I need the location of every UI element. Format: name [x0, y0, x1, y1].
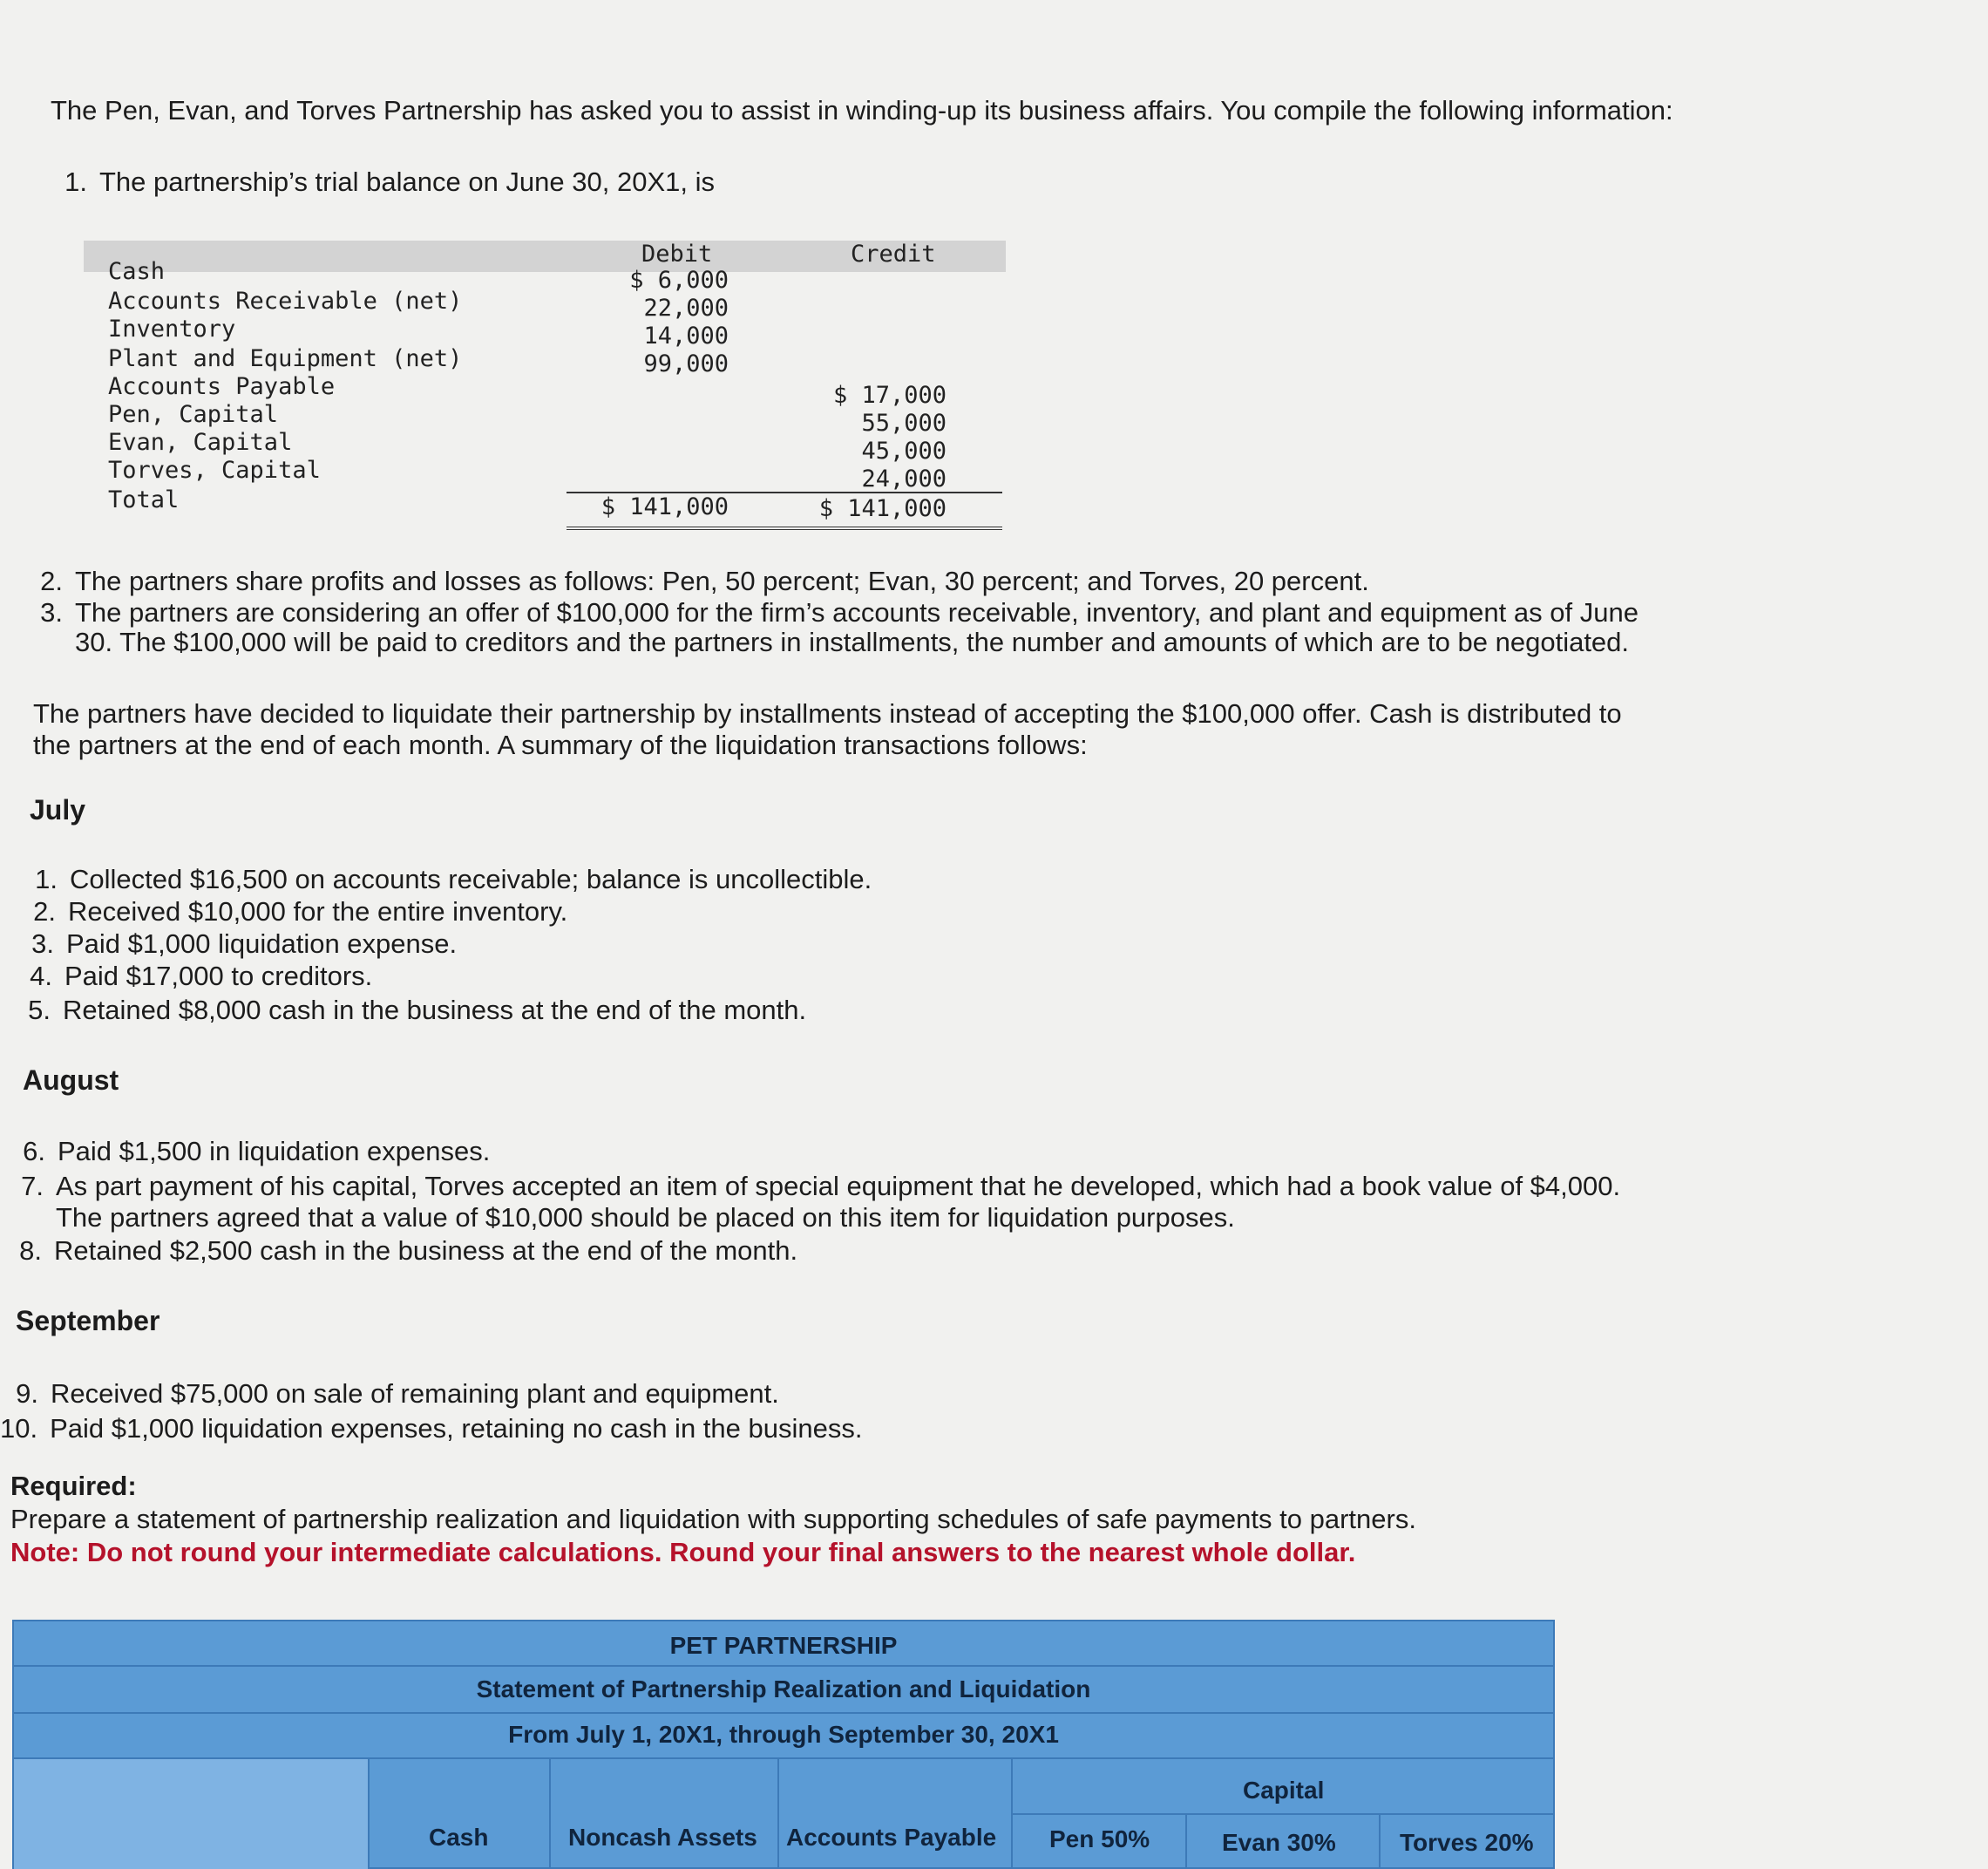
account-torves-capital: Torves, Capital — [108, 457, 321, 484]
item-number: 6. — [23, 1136, 45, 1166]
account-pen-capital: Pen, Capital — [108, 401, 279, 428]
july-item-3 — [21, 928, 457, 961]
debit-header: Debit — [641, 241, 713, 268]
required-label: Required: — [10, 1471, 137, 1501]
col-torves: Torves 20% — [1400, 1829, 1534, 1856]
item-number: 2. — [33, 896, 56, 927]
item-text: Paid $17,000 to creditors. — [64, 961, 373, 991]
item-1 — [54, 166, 715, 199]
required-text: Prepare a statement of partnership realization and liquidation with supporting schedules of safe payments to partners. — [10, 1504, 1416, 1534]
item-number: 1. — [64, 167, 87, 197]
credit-pen-capital: 55,000 — [861, 410, 947, 437]
item-text: The partnership’s trial balance on June 30, 20X1, is — [99, 167, 715, 197]
september-heading: September — [16, 1305, 160, 1336]
item-2 — [30, 565, 1369, 598]
trial-balance-table — [84, 237, 1006, 537]
august-heading: August — [23, 1064, 119, 1096]
august-item-7-continued: The partners agreed that a value of $10,000 should be placed on this item for liquidation purposes. — [56, 1202, 1235, 1233]
statement-period: From July 1, 20X1, through September 30, 20X1 — [508, 1721, 1059, 1748]
item-text: Retained $2,500 cash in the business at the end of the month. — [54, 1235, 798, 1266]
statement-title-row — [14, 1621, 1553, 1667]
col-pen: Pen 50% — [1049, 1825, 1150, 1852]
august-item-6 — [12, 1135, 490, 1168]
debit-cash: $ 6,000 — [629, 267, 729, 294]
item-text: As part payment of his capital, Torves accepted an item of special equipment that he developed, which had a book value of $4,000. — [56, 1171, 1621, 1201]
row-label-header-cell — [14, 1759, 368, 1869]
statement-period-row — [14, 1714, 1553, 1759]
july-item-1 — [24, 863, 872, 896]
intro-text: The Pen, Evan, and Torves Partnership has asked you to assist in winding-up its business affairs. You compile the following information: — [51, 95, 1673, 126]
col-divider — [1185, 1815, 1187, 1867]
col-divider — [777, 1759, 779, 1867]
col-divider — [1379, 1815, 1381, 1867]
item-text: Received $75,000 on sale of remaining plant and equipment. — [51, 1378, 779, 1409]
september-item-9 — [5, 1377, 779, 1410]
item-number: 10. — [0, 1413, 38, 1444]
col-evan: Evan 30% — [1222, 1829, 1336, 1856]
total-double-rule — [567, 527, 1002, 530]
item-3-continued: 30. The $100,000 will be paid to creditors and the partners in installments, the number and amounts of which are to be negotiated. — [75, 627, 1630, 657]
july-heading: July — [30, 794, 86, 826]
july-item-5 — [17, 994, 806, 1027]
rounding-note: Note: Do not round your intermediate calculations. Round your final answers to the nearest whole dollar. — [10, 1537, 1356, 1567]
item-number: 5. — [28, 995, 51, 1025]
july-item-4 — [19, 960, 372, 993]
account-cash: Cash — [108, 258, 166, 285]
credit-evan-capital: 45,000 — [861, 438, 947, 465]
account-evan-capital: Evan, Capital — [108, 429, 293, 456]
capital-underline — [1011, 1813, 1553, 1815]
account-total: Total — [108, 486, 180, 513]
item-text: Retained $8,000 cash in the business at the end of the month. — [63, 995, 807, 1025]
col-cash: Cash — [429, 1824, 489, 1851]
item-number: 9. — [16, 1378, 38, 1409]
account-receivable: Accounts Receivable (net) — [108, 288, 463, 315]
item-text: Collected $16,500 on accounts receivable; balance is uncollectible. — [70, 864, 872, 894]
item-text: The partners are considering an offer of $100,000 for the firm’s accounts receivable, inventory, and plant and equipment as of June — [75, 597, 1639, 628]
account-plant: Plant and Equipment (net) — [108, 345, 463, 372]
august-item-8 — [9, 1234, 797, 1268]
credit-payable: $ 17,000 — [832, 382, 947, 409]
item-text: Paid $1,000 liquidation expenses, retaining no cash in the business. — [50, 1413, 863, 1444]
debit-plant: 99,000 — [643, 350, 729, 377]
item-number: 3. — [31, 928, 54, 959]
item-number: 1. — [35, 864, 58, 894]
credit-total: $ 141,000 — [818, 495, 947, 522]
item-text: Paid $1,500 in liquidation expenses. — [58, 1136, 491, 1166]
col-divider — [368, 1759, 370, 1867]
capital-group-header: Capital — [1243, 1777, 1325, 1804]
credit-torves-capital: 24,000 — [861, 466, 947, 493]
september-item-10 — [0, 1412, 862, 1445]
statement-title: PET PARTNERSHIP — [669, 1632, 898, 1659]
item-3 — [30, 596, 1639, 629]
col-noncash-assets: Noncash Assets — [568, 1824, 757, 1851]
col-accounts-payable: Accounts Payable — [786, 1824, 997, 1851]
item-text: The partners share profits and losses as follows: Pen, 50 percent; Evan, 30 percent; and Torves, 20 percent. — [75, 566, 1369, 596]
decision-line-2: the partners at the end of each month. A summary of the liquidation transactions follows: — [33, 730, 1088, 760]
item-number: 2. — [40, 566, 63, 596]
col-divider — [549, 1759, 551, 1867]
item-text: Paid $1,000 liquidation expense. — [66, 928, 458, 959]
credit-header: Credit — [851, 241, 936, 268]
item-number: 3. — [40, 597, 63, 628]
liquidation-statement-table — [12, 1620, 1555, 1869]
july-item-2 — [23, 895, 567, 928]
august-item-7 — [10, 1170, 1620, 1203]
debit-total: $ 141,000 — [600, 493, 729, 520]
debit-inventory: 14,000 — [643, 323, 729, 350]
debit-receivable: 22,000 — [643, 295, 729, 322]
item-number: 8. — [19, 1235, 42, 1266]
account-inventory: Inventory — [108, 316, 236, 343]
item-text: Received $10,000 for the entire inventory. — [68, 896, 568, 927]
item-number: 4. — [30, 961, 52, 991]
decision-line-1: The partners have decided to liquidate their partnership by installments instead of accepting the $100,000 offer. Cash is distributed to — [33, 698, 1622, 729]
account-payable: Accounts Payable — [108, 373, 336, 400]
statement-subtitle: Statement of Partnership Realization and Liquidation — [476, 1675, 1091, 1702]
statement-subtitle-row — [14, 1667, 1553, 1714]
item-number: 7. — [21, 1171, 44, 1201]
